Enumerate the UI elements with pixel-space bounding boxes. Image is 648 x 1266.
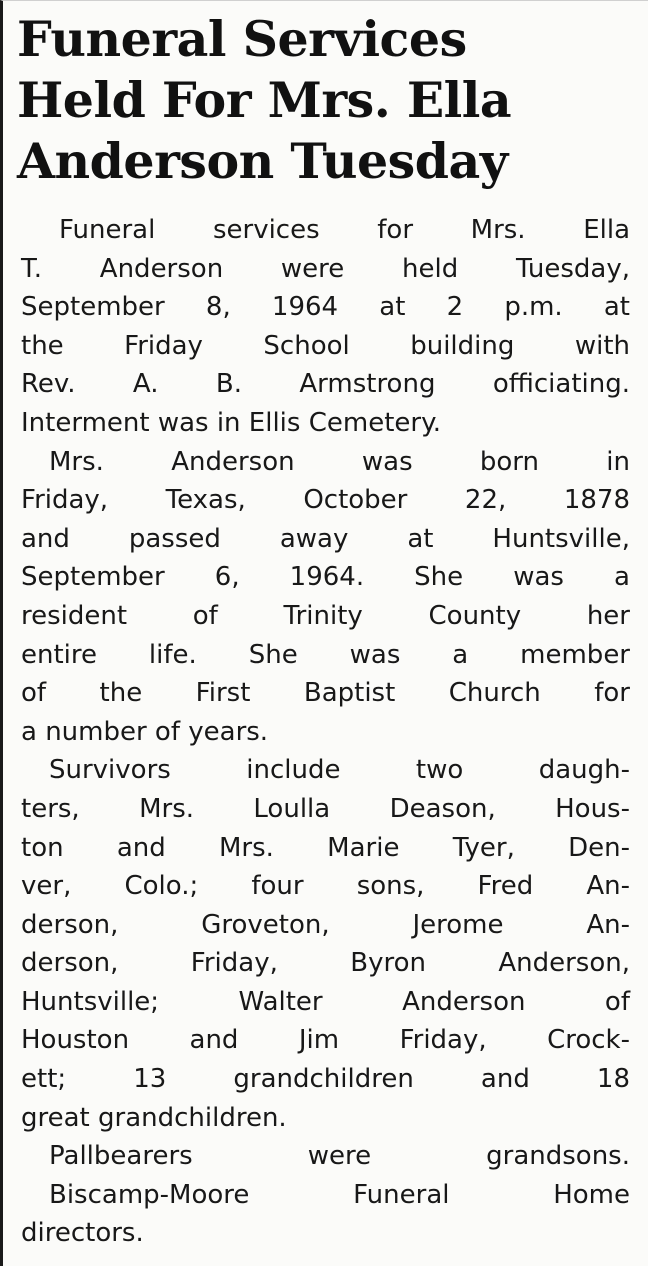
text-line: Mrs. Anderson was born in bbox=[49, 446, 630, 477]
text-line: Rev. A. B. Armstrong officiating. bbox=[21, 369, 630, 400]
headline bbox=[3, 1, 648, 192]
text-line: a number of years. bbox=[21, 716, 269, 747]
paragraph-service-details bbox=[21, 211, 630, 443]
paragraph-biography bbox=[21, 443, 630, 752]
text-line: and passed away at Huntsville, bbox=[21, 523, 630, 554]
text-line: September 6, 1964. She was a bbox=[21, 562, 630, 593]
text-line: T. Anderson were held Tuesday, bbox=[21, 253, 630, 284]
text-line: derson, Groveton, Jerome An- bbox=[21, 909, 630, 940]
text-line: Biscamp-Moore Funeral Home bbox=[49, 1179, 630, 1210]
text-line: Huntsville; Walter Anderson of bbox=[21, 986, 630, 1017]
text-line: great grandchildren. bbox=[21, 1102, 287, 1133]
text-line: resident of Trinity County her bbox=[21, 600, 630, 631]
text-line: Friday, Texas, October 22, 1878 bbox=[21, 485, 630, 516]
article-body bbox=[3, 211, 648, 1253]
text-line: Houston and Jim Friday, Crock- bbox=[21, 1025, 630, 1056]
text-line: ver, Colo.; four sons, Fred An- bbox=[21, 871, 630, 902]
paragraph-funeral-home bbox=[21, 1176, 630, 1253]
text-line: September 8, 1964 at 2 p.m. at bbox=[21, 292, 630, 323]
text-line: ett; 13 grandchildren and 18 bbox=[21, 1064, 630, 1095]
text-line: derson, Friday, Byron Anderson, bbox=[21, 948, 630, 979]
paragraph-survivors bbox=[21, 751, 630, 1137]
text-line: ters, Mrs. Loulla Deason, Hous- bbox=[21, 793, 630, 824]
text-line: directors. bbox=[21, 1218, 144, 1249]
text-line: the Friday School building with bbox=[21, 330, 630, 361]
headline-line: Held For Mrs. Ella bbox=[17, 71, 512, 129]
text-line: entire life. She was a member bbox=[21, 639, 630, 670]
text-line: ton and Mrs. Marie Tyer, Den- bbox=[21, 832, 630, 863]
text-line: of the First Baptist Church for bbox=[21, 678, 630, 709]
text-line: Funeral services for Mrs. Ella bbox=[59, 215, 630, 245]
headline-line: Funeral Services bbox=[17, 10, 467, 68]
headline-line: Anderson Tuesday bbox=[17, 132, 508, 190]
paragraph-pallbearers bbox=[21, 1137, 630, 1176]
text-line: Pallbearers were grandsons. bbox=[49, 1141, 630, 1172]
text-line: Interment was in Ellis Cemetery. bbox=[21, 407, 442, 438]
text-line: Survivors include two daugh- bbox=[49, 755, 630, 786]
